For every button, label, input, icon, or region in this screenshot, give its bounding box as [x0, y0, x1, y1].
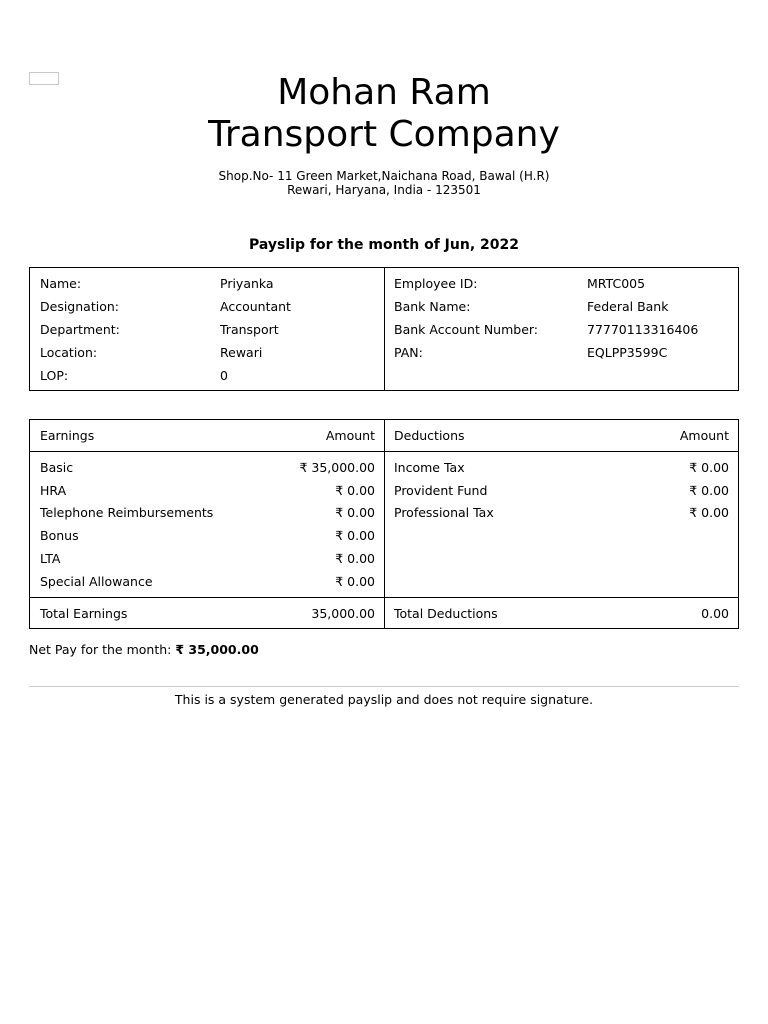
earning-item-label: Bonus — [40, 528, 79, 543]
employee-field-value: MRTC005 — [587, 276, 646, 291]
earning-item-label: LTA — [40, 551, 61, 566]
deductions-header: Deductions — [394, 428, 465, 443]
employee-field-value: Transport — [220, 322, 279, 337]
total-deductions-label: Total Deductions — [394, 606, 498, 621]
earning-item-amount: ₹ 35,000.00 — [299, 460, 375, 475]
earnings-deductions-table — [29, 419, 739, 629]
employee-row-id — [394, 272, 734, 295]
employee-details-table — [29, 267, 739, 391]
deduction-item-label: Professional Tax — [394, 505, 494, 520]
deduction-item-amount: ₹ 0.00 — [689, 460, 729, 475]
address-line1: Shop.No- 11 Green Market,Naichana Road, Bawal (H.R) — [218, 169, 550, 183]
footer-note: This is a system generated payslip and does not require signature. — [174, 692, 594, 707]
earning-item-label: HRA — [40, 483, 67, 498]
employee-row-designation — [40, 295, 380, 318]
deduction-item-amount: ₹ 0.00 — [689, 505, 729, 520]
footer-divider — [29, 686, 739, 687]
payslip-title: Payslip for the month of Jun, 2022 — [249, 237, 519, 253]
employee-field-label: Employee ID: — [394, 276, 478, 291]
employee-details-divider — [384, 268, 385, 390]
employee-field-value: Priyanka — [220, 276, 274, 291]
net-pay-amount: ₹ 35,000.00 — [175, 642, 259, 657]
earning-item-label: Telephone Reimbursements — [40, 505, 214, 520]
company-name — [0, 72, 768, 156]
employee-field-label: Bank Name: — [394, 299, 471, 314]
earnings-amount-header: Amount — [325, 428, 375, 443]
employee-field-label: Department: — [40, 322, 120, 337]
total-earnings-label: Total Earnings — [40, 606, 128, 621]
company-name-line1: Mohan Ram — [277, 72, 491, 113]
table-total-divider — [30, 597, 738, 598]
employee-field-label: PAN: — [394, 345, 423, 360]
total-earnings-amount: 35,000.00 — [311, 606, 375, 621]
deduction-item-label: Provident Fund — [394, 483, 488, 498]
deductions-amount-header: Amount — [679, 428, 729, 443]
company-address — [0, 169, 768, 197]
company-name-line2: Transport Company — [208, 114, 560, 155]
employee-row-location — [40, 341, 380, 364]
employee-field-label: Name: — [40, 276, 82, 291]
employee-field-label: Bank Account Number: — [394, 322, 539, 337]
table-header-divider — [30, 451, 738, 452]
earning-item-amount: ₹ 0.00 — [335, 528, 375, 543]
employee-field-label: Designation: — [40, 299, 119, 314]
employee-row-lop — [40, 364, 380, 387]
employee-row-bank-account — [394, 318, 734, 341]
net-pay — [29, 641, 259, 658]
address-line2: Rewari, Haryana, India - 123501 — [287, 183, 481, 197]
earning-item-amount: ₹ 0.00 — [335, 483, 375, 498]
total-deductions-amount: 0.00 — [701, 606, 729, 621]
earning-item-label: Basic — [40, 460, 74, 475]
deduction-item-amount: ₹ 0.00 — [689, 483, 729, 498]
earnings-header: Earnings — [40, 428, 95, 443]
employee-field-value: EQLPP3599C — [587, 345, 668, 360]
employee-row-pan — [394, 341, 734, 364]
employee-field-value: Rewari — [220, 345, 263, 360]
earning-item-amount: ₹ 0.00 — [335, 574, 375, 589]
deduction-item-label: Income Tax — [394, 460, 465, 475]
employee-field-value: 77770113316406 — [587, 322, 699, 337]
employee-field-value: Accountant — [220, 299, 291, 314]
employee-field-value: 0 — [220, 368, 228, 383]
earning-item-amount: ₹ 0.00 — [335, 551, 375, 566]
employee-field-value: Federal Bank — [587, 299, 669, 314]
employee-row-bank-name — [394, 295, 734, 318]
net-pay-label: Net Pay for the month: — [29, 642, 172, 657]
employee-row-department — [40, 318, 380, 341]
employee-row-name — [40, 272, 380, 295]
employee-field-label: Location: — [40, 345, 98, 360]
employee-field-label: LOP: — [40, 368, 69, 383]
earning-item-label: Special Allowance — [40, 574, 153, 589]
earning-item-amount: ₹ 0.00 — [335, 505, 375, 520]
